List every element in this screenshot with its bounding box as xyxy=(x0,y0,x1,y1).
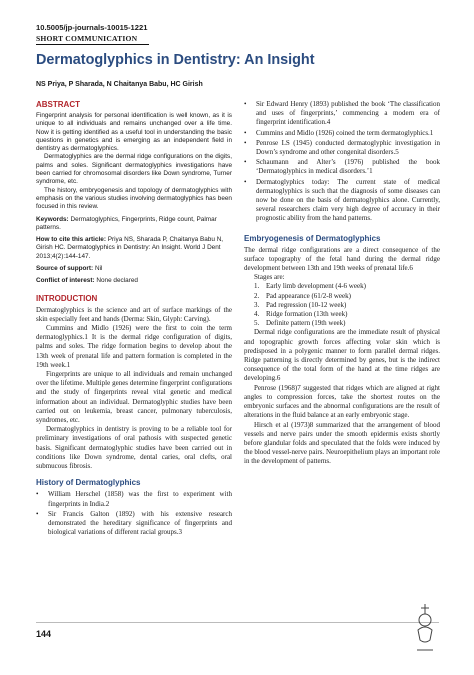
stages-label: Stages are: xyxy=(254,273,285,282)
cite-label: How to cite this article: xyxy=(36,236,106,244)
intro-paragraph: Fingerprints are unique to all individuals and remain unchanged over the lifetime. Multiple genes determine fingerprint configurations and the study of fingerprints reveal vital genetic and medical information about an individual. Dermatoglyphic studies have been carried out on leukemia, breast cancer, pulmonary tuberculosis, syndromes, etc. xyxy=(36,370,232,425)
stage-item xyxy=(254,310,440,319)
left-column xyxy=(36,100,232,538)
history-item: Dermatoglyphics today: The current state of medical dermatoglyphics is such that the diagnosis of some diseases can now be done on the basis of dermatoglyphics alone. Currently, several researchers claim very high degree of accuracy in their prognostic ability from the hand patterns. xyxy=(256,177,440,223)
cite-text: Priya NS, Sharada P, Chaitanya Babu N, Girish HC. Dermatoglyphics in Dentistry: An Insight. World J Dent 2013;4(2):144-147. xyxy=(36,236,224,260)
page-number: 144 xyxy=(36,629,52,639)
footer-divider xyxy=(36,622,439,623)
intro-paragraph: Cummins and Midlo (1926) were the first to coin the term dermatoglyphics.1 It is the dermal ridge configuration of digits, palms and soles. The ridge formation begins to develop about the 13th week of prenatal life and pattern formation is completed in the 19th week.1 xyxy=(36,324,232,369)
embryo-paragraph: Hirsch et al (1973)8 summarized that the arrangement of blood vessels and nerve pairs under the smooth epidermis exists shortly before glandular folds and speculated that the folds were induced by the blood vessel-nerve pairs. Neuroepithelium plays an important role in the development of patterns. xyxy=(244,420,440,466)
history-heading: History of Dermatoglyphics xyxy=(36,478,141,488)
history-item: Penrose LS (1945) conducted dermatoglyphic investigation in Down’s syndrome and other congenital disorders.5 xyxy=(256,138,440,157)
stage-item xyxy=(254,301,440,310)
list-item: • Sir Edward Henry (1893) published the book ‘The classification and uses of fingerprints,’ commencing a modern era of fingerprint identification.4 xyxy=(244,100,440,127)
abstract-paragraph: Fingerprint analysis for personal identification is well known, as it is unique to all individuals and remains unchanged over a life time. Now it is getting identified as a useful tool in understanding the basic questions in genetics and is emerging as an independent field in dentistry as dermatoglyphics. xyxy=(36,112,232,153)
stage-number: 2. xyxy=(254,291,260,300)
stage-text: Definite pattern (19th week) xyxy=(266,319,346,328)
source-of-support xyxy=(36,265,232,273)
stage-text: Early limb development (4-6 week) xyxy=(266,282,366,291)
citation xyxy=(36,236,232,261)
article-title: Dermatoglyphics in Dentistry: An Insight xyxy=(36,52,315,68)
stage-number: 4. xyxy=(254,310,260,319)
divider xyxy=(36,44,149,45)
list-item: • Penrose LS (1945) conducted dermatoglyphic investigation in Down’s syndrome and other congenital disorders.5 xyxy=(244,138,440,157)
right-column xyxy=(244,100,440,467)
stage-number: 5. xyxy=(254,319,260,328)
stage-text: Ridge formation (13th week) xyxy=(266,310,348,319)
stage-number: 3. xyxy=(254,300,260,309)
stage-number: 1. xyxy=(254,282,260,291)
intro-paragraph: Dermatoglyphics in dentistry is proving to be a reliable tool for preliminary investigations of oral pathosis with suspected genetic basis. Significant dermatoglyphic studies have been carried out in conditions like Down syndrome, dental caries, oral clefts, oral submucous fibrosis. xyxy=(36,425,232,471)
history-item: William Herschel (1858) was the first to experiment with fingerprints in India.2 xyxy=(48,490,232,508)
list-item: • Dermatoglyphics today: The current state of medical dermatoglyphics is such that the diagnosis of some diseases can now be done on the basis of dermatoglyphics alone. Currently, several researchers claim very high degree of accuracy in their prognostic ability from the hand patterns. xyxy=(244,177,440,223)
support-text: Nil xyxy=(94,265,103,273)
list-item: • Schaumann and Alter’s (1976) published the book ‘Dermatoglyphics in medical disorders.’1 xyxy=(244,158,440,176)
introduction-heading: INTRODUCTION xyxy=(36,293,98,303)
abstract-paragraph: The history, embryogenesis and topology of dermatoglyphics with emphasis on the various studies involving dermatoglyphics has been focused in this review. xyxy=(36,186,232,211)
jaypee-logo-icon xyxy=(414,600,436,660)
doi: 10.5005/jp-journals-10015-1221 xyxy=(36,23,148,32)
history-item: Cummins and Midlo (1926) coined the term dermatoglyphics.1 xyxy=(256,128,434,137)
conflict-label: Conflict of interest: xyxy=(36,277,95,285)
list-item: • Sir Francis Galton (1892) with his extensive research demonstrated the hereditary significance of fingerprints and biological variations of different racial groups.3 xyxy=(36,509,232,537)
abstract-heading: ABSTRACT xyxy=(36,100,80,109)
keywords-text: Dermatoglyphics, Fingerprints, Ridge count, Palmar patterns. xyxy=(36,215,217,231)
embryo-paragraph: The dermal ridge configurations are a direct consequence of the surface topography of the fetal hand during the dermal ridge development between 13th and 19th weeks of prenatal life.6 xyxy=(244,245,440,273)
intro-paragraph: Dermatoglyphics is the science and art of surface markings of the skin especially feet and hands (Derma: Skin, Glyph: Carving). xyxy=(36,305,232,323)
support-label: Source of support: xyxy=(36,265,94,273)
embryo-paragraph: Dermal ridge configurations are the immediate result of physical and topographic growth forces affecting volar skin which is predisposed in a polygenic manner to form parallel dermal ridges. Ridge patterning is directly determined by genes, but is the indirect consequence of the total form of the hand at the time ridges are developing.6 xyxy=(244,328,440,383)
stage-item xyxy=(254,282,440,291)
stage-item xyxy=(254,292,440,301)
abstract-paragraph: Dermatoglyphics are the dermal ridge configurations on the digits, palms and soles. Significant dermatoglyphics investigations have been carried for chromosomal disorders like Down syndrome, Turner syndrome, etc. xyxy=(36,153,232,186)
keywords-label: Keywords: xyxy=(36,215,69,223)
authors: NS Priya, P Sharada, N Chaitanya Babu, HC Girish xyxy=(36,81,203,88)
history-item: Sir Edward Henry (1893) published the book ‘The classification and uses of fingerprints,’ commencing a modern era of fingerprint identification.4 xyxy=(256,100,440,127)
conflict-text: None declared xyxy=(96,277,138,285)
embryogenesis-heading: Embryogenesis of Dermatoglyphics xyxy=(244,233,381,243)
stage-text: Pad regression (10-12 week) xyxy=(266,300,347,309)
section-tag: SHORT COMMUNICATION xyxy=(36,34,138,43)
list-item: • William Herschel (1858) was the first to experiment with fingerprints in India.2 xyxy=(36,490,232,508)
stage-item xyxy=(254,319,440,328)
conflict-of-interest xyxy=(36,277,232,285)
history-item: Schaumann and Alter’s (1976) published the book ‘Dermatoglyphics in medical disorders.’1 xyxy=(256,158,440,176)
list-item: • Cummins and Midlo (1926) coined the term dermatoglyphics.1 xyxy=(244,129,440,138)
stage-text: Pad appearance (61/2-8 week) xyxy=(266,291,351,300)
embryo-paragraph: Penrose (1968)7 suggested that ridges which are aligned at right angles to compression forces, take the shortest routes on the embryonic surfaces and the abnormal configurations are the result of alterations in the fluid balance at an early embryonic stage. xyxy=(244,383,440,420)
history-item: Sir Francis Galton (1892) with his extensive research demonstrated the hereditary significance of fingerprints and biological variations of different racial groups.3 xyxy=(48,509,232,537)
keywords xyxy=(36,216,232,233)
